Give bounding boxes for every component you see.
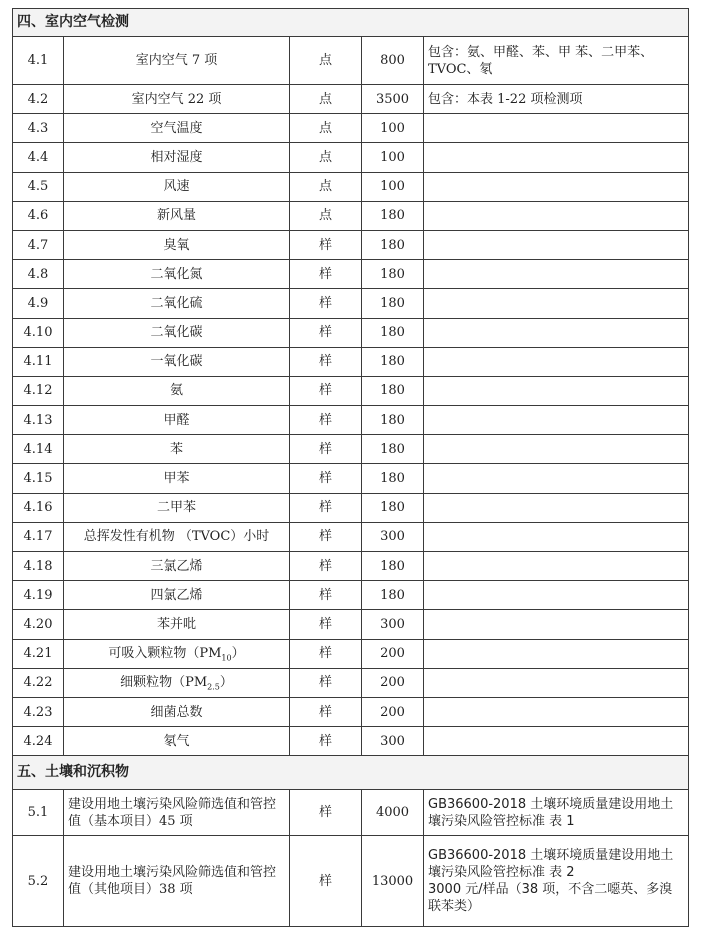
row-note xyxy=(424,639,689,668)
item-text: 室内空气 22 项 xyxy=(131,91,222,107)
row-number: 4.8 xyxy=(13,260,64,289)
row-item xyxy=(64,37,290,85)
row-number: 4.2 xyxy=(13,85,64,114)
row-number: 4.14 xyxy=(13,435,64,464)
row-item xyxy=(64,464,290,493)
row-unit: 样 xyxy=(290,790,362,836)
row-note xyxy=(424,522,689,551)
item-text: 臭氧 xyxy=(163,237,190,253)
row-item xyxy=(64,172,290,201)
row-item xyxy=(64,552,290,581)
table-row xyxy=(13,114,689,143)
table-row xyxy=(13,464,689,493)
row-note xyxy=(424,727,689,756)
table-row xyxy=(13,143,689,172)
item-text: 细颗粒物（PM xyxy=(120,675,208,691)
item-text: 二甲苯 xyxy=(156,500,196,516)
row-item xyxy=(64,201,290,230)
table-row xyxy=(13,552,689,581)
row-price: 180 xyxy=(362,464,424,493)
item-text: 苯 xyxy=(169,441,183,457)
row-number: 4.23 xyxy=(13,697,64,726)
table-row xyxy=(13,639,689,668)
row-note xyxy=(424,790,689,836)
row-price: 100 xyxy=(362,143,424,172)
table-row xyxy=(13,201,689,230)
row-item xyxy=(64,668,290,697)
item-text: 苯并吡 xyxy=(156,616,196,632)
item-text: 空气温度 xyxy=(150,120,203,136)
row-unit: 样 xyxy=(290,668,362,697)
row-number: 4.6 xyxy=(13,201,64,230)
row-number: 4.5 xyxy=(13,172,64,201)
row-unit: 样 xyxy=(290,493,362,522)
row-item xyxy=(64,522,290,551)
row-note xyxy=(424,610,689,639)
row-unit: 样 xyxy=(290,697,362,726)
section-title: 四、室内空气检测 xyxy=(13,9,689,37)
table-row xyxy=(13,610,689,639)
row-item xyxy=(64,143,290,172)
table-row xyxy=(13,836,689,927)
row-price: 200 xyxy=(362,668,424,697)
row-number: 4.10 xyxy=(13,318,64,347)
row-number: 4.9 xyxy=(13,289,64,318)
row-price: 180 xyxy=(362,318,424,347)
item-text: 甲苯 xyxy=(163,471,190,487)
row-unit: 点 xyxy=(290,172,362,201)
row-note xyxy=(424,347,689,376)
row-price: 13000 xyxy=(362,836,424,927)
item-text: 甲醛 xyxy=(163,412,190,428)
row-item xyxy=(64,727,290,756)
row-note xyxy=(424,318,689,347)
row-price: 180 xyxy=(362,581,424,610)
row-price: 180 xyxy=(362,260,424,289)
row-price: 180 xyxy=(362,230,424,259)
row-number: 4.13 xyxy=(13,406,64,435)
row-unit: 样 xyxy=(290,435,362,464)
row-price: 180 xyxy=(362,201,424,230)
item-subscript: 10 xyxy=(221,653,232,663)
row-note xyxy=(424,581,689,610)
row-number: 5.1 xyxy=(13,790,64,836)
row-unit: 样 xyxy=(290,347,362,376)
row-unit: 样 xyxy=(290,289,362,318)
row-unit: 样 xyxy=(290,318,362,347)
row-item xyxy=(64,260,290,289)
item-text: 二氧化氮 xyxy=(150,266,203,282)
row-number: 4.18 xyxy=(13,552,64,581)
item-text: 氡气 xyxy=(163,733,190,749)
table-row xyxy=(13,230,689,259)
row-number: 4.20 xyxy=(13,610,64,639)
row-number: 4.19 xyxy=(13,581,64,610)
row-note xyxy=(424,260,689,289)
price-table-body xyxy=(13,9,689,927)
row-unit: 样 xyxy=(290,406,362,435)
row-number: 4.11 xyxy=(13,347,64,376)
row-item xyxy=(64,581,290,610)
row-price: 180 xyxy=(362,376,424,405)
item-text: 总挥发性有机物 （TVOC）小时 xyxy=(83,529,270,545)
row-price: 180 xyxy=(362,435,424,464)
table-row xyxy=(13,85,689,114)
row-number: 4.21 xyxy=(13,639,64,668)
row-item xyxy=(64,639,290,668)
row-item xyxy=(64,493,290,522)
item-text: 室内空气 7 项 xyxy=(135,53,218,68)
row-note: 包含：氨、甲醛、苯、甲 苯、二甲苯、TVOC、氡 xyxy=(424,37,689,85)
row-price: 180 xyxy=(362,289,424,318)
table-row xyxy=(13,318,689,347)
section-title: 五、土壤和沉积物 xyxy=(13,756,689,790)
row-unit: 样 xyxy=(290,464,362,493)
row-item xyxy=(64,347,290,376)
table-row xyxy=(13,435,689,464)
row-unit: 样 xyxy=(290,581,362,610)
row-price: 300 xyxy=(362,727,424,756)
row-number: 5.2 xyxy=(13,836,64,927)
row-note xyxy=(424,143,689,172)
row-item: 建设用地土壤污染风险筛选值和管控值（其他项目）38 项 xyxy=(64,836,290,927)
item-text: 三氯乙烯 xyxy=(150,558,203,574)
row-note xyxy=(424,230,689,259)
row-item xyxy=(64,230,290,259)
table-row xyxy=(13,697,689,726)
row-number: 4.3 xyxy=(13,114,64,143)
row-note xyxy=(424,668,689,697)
row-unit: 样 xyxy=(290,522,362,551)
row-price: 100 xyxy=(362,114,424,143)
row-item xyxy=(64,610,290,639)
item-text: 风速 xyxy=(163,179,190,195)
row-unit: 点 xyxy=(290,143,362,172)
row-unit: 点 xyxy=(290,114,362,143)
item-text: 新风量 xyxy=(156,208,196,224)
table-row xyxy=(13,727,689,756)
table-row xyxy=(13,37,689,85)
row-note xyxy=(424,406,689,435)
note-line: GB36600-2018 土壤环境质量建设用地土壤污染风险管控标准 表 2 xyxy=(428,848,674,881)
item-text: 氨 xyxy=(169,383,183,399)
row-number: 4.15 xyxy=(13,464,64,493)
row-unit: 样 xyxy=(290,260,362,289)
item-text: 二氧化硫 xyxy=(150,295,203,311)
table-row xyxy=(13,581,689,610)
row-price: 180 xyxy=(362,347,424,376)
item-text: 二氧化碳 xyxy=(150,325,203,341)
row-item xyxy=(64,85,290,114)
row-unit: 样 xyxy=(290,727,362,756)
row-unit: 点 xyxy=(290,201,362,230)
item-subscript: 2.5 xyxy=(207,682,220,692)
row-note xyxy=(424,376,689,405)
row-unit: 点 xyxy=(290,85,362,114)
item-text: 一氧化碳 xyxy=(150,354,203,370)
row-price: 300 xyxy=(362,610,424,639)
item-tail: ） xyxy=(231,646,245,662)
row-number: 4.7 xyxy=(13,230,64,259)
row-number: 4.22 xyxy=(13,668,64,697)
row-price: 180 xyxy=(362,406,424,435)
table-row xyxy=(13,790,689,836)
row-note: 包含：本表 1-22 项检测项 xyxy=(424,85,689,114)
row-note xyxy=(424,493,689,522)
item-text: 相对湿度 xyxy=(150,149,203,165)
table-row xyxy=(13,493,689,522)
price-table xyxy=(12,8,689,927)
item-tail: ） xyxy=(219,675,233,691)
note-line: GB36600-2018 土壤环境质量建设用地土壤污染风险管控标准 表 1 xyxy=(428,796,674,829)
row-unit: 点 xyxy=(290,37,362,85)
table-row xyxy=(13,522,689,551)
row-item xyxy=(64,697,290,726)
section-header xyxy=(13,756,689,790)
row-item xyxy=(64,318,290,347)
row-unit: 样 xyxy=(290,552,362,581)
row-number: 4.24 xyxy=(13,727,64,756)
row-note xyxy=(424,464,689,493)
row-price: 100 xyxy=(362,172,424,201)
row-note xyxy=(424,172,689,201)
row-note xyxy=(424,836,689,927)
row-item xyxy=(64,376,290,405)
row-note xyxy=(424,552,689,581)
table-row xyxy=(13,289,689,318)
item-text: 四氯乙烯 xyxy=(150,587,203,603)
row-number: 4.17 xyxy=(13,522,64,551)
row-item xyxy=(64,114,290,143)
row-note xyxy=(424,201,689,230)
section-header xyxy=(13,9,689,37)
row-price: 300 xyxy=(362,522,424,551)
row-item: 建设用地土壤污染风险筛选值和管控值（基本项目）45 项 xyxy=(64,790,290,836)
row-item xyxy=(64,289,290,318)
row-price: 3500 xyxy=(362,85,424,114)
note-line: 3000 元/样品（38 项，不含二噁英、多溴联苯类） xyxy=(428,882,673,915)
row-number: 4.12 xyxy=(13,376,64,405)
item-text: 可吸入颗粒物（PM xyxy=(108,646,222,662)
row-note xyxy=(424,435,689,464)
row-item xyxy=(64,406,290,435)
row-price: 200 xyxy=(362,697,424,726)
row-item xyxy=(64,435,290,464)
row-unit: 样 xyxy=(290,836,362,927)
row-price: 180 xyxy=(362,493,424,522)
row-note xyxy=(424,114,689,143)
table-row xyxy=(13,260,689,289)
table-row xyxy=(13,376,689,405)
row-number: 4.4 xyxy=(13,143,64,172)
row-unit: 样 xyxy=(290,376,362,405)
row-price: 800 xyxy=(362,37,424,85)
row-note xyxy=(424,289,689,318)
item-text: 细菌总数 xyxy=(150,704,203,720)
row-unit: 样 xyxy=(290,610,362,639)
table-row xyxy=(13,406,689,435)
row-unit: 样 xyxy=(290,230,362,259)
row-note xyxy=(424,697,689,726)
row-price: 200 xyxy=(362,639,424,668)
row-unit: 样 xyxy=(290,639,362,668)
row-number: 4.1 xyxy=(13,37,64,85)
row-price: 4000 xyxy=(362,790,424,836)
row-number: 4.16 xyxy=(13,493,64,522)
table-row xyxy=(13,668,689,697)
row-price: 180 xyxy=(362,552,424,581)
table-row xyxy=(13,347,689,376)
table-row xyxy=(13,172,689,201)
